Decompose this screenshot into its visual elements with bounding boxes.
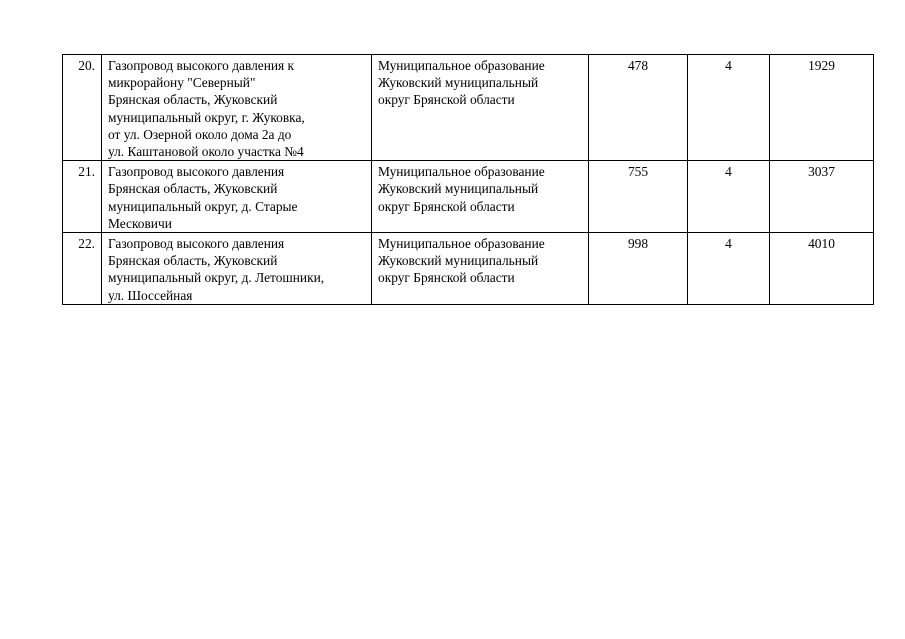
owner-line: Жуковский муниципальный	[378, 181, 539, 197]
pipeline-name-line: Брянская область, Жуковский	[108, 253, 278, 269]
pipeline-name-line: микрорайону "Северный"	[108, 75, 256, 91]
owner-line: Муниципальное образование	[378, 236, 545, 252]
table-row	[63, 161, 874, 233]
pipeline-name-cell	[102, 55, 372, 161]
pipeline-name-line: Брянская область, Жуковский	[108, 92, 278, 108]
owner-cell	[372, 161, 589, 233]
pipeline-name-line: Газопровод высокого давления	[108, 236, 285, 252]
owner-line: округ Брянской области	[378, 92, 515, 108]
pipeline-name-line: от ул. Озерной около дома 2а до	[108, 126, 292, 142]
pipeline-name-cell	[102, 233, 372, 305]
value-cell: 1929	[770, 55, 874, 161]
owner-line: Жуковский муниципальный	[378, 75, 539, 91]
category-cell: 4	[688, 161, 770, 233]
length-cell: 755	[589, 161, 688, 233]
row-number: 22.	[63, 233, 102, 305]
value-cell: 3037	[770, 161, 874, 233]
category-cell: 4	[688, 233, 770, 305]
owner-line: Жуковский муниципальный	[378, 253, 539, 269]
row-number: 20.	[63, 55, 102, 161]
owner-cell	[372, 233, 589, 305]
length-cell: 478	[589, 55, 688, 161]
length-cell: 998	[589, 233, 688, 305]
category-cell: 4	[688, 55, 770, 161]
owner-line: округ Брянской области	[378, 198, 515, 214]
pipeline-name-line: Месковичи	[108, 215, 172, 231]
pipeline-name-line: Газопровод высокого давления	[108, 164, 285, 180]
pipeline-name-line: муниципальный округ, д. Старые	[108, 198, 298, 214]
owner-line: Муниципальное образование	[378, 58, 545, 73]
table-row	[63, 55, 874, 161]
pipeline-name-line: муниципальный округ, г. Жуковка,	[108, 109, 305, 125]
pipeline-name-line: ул. Каштановой около участка №4	[108, 144, 304, 160]
table-row	[63, 233, 874, 305]
owner-cell	[372, 55, 589, 161]
owner-line: Муниципальное образование	[378, 164, 545, 180]
owner-line: округ Брянской области	[378, 270, 515, 286]
pipeline-name-line: Брянская область, Жуковский	[108, 181, 278, 197]
pipeline-name-cell	[102, 161, 372, 233]
row-number: 21.	[63, 161, 102, 233]
pipeline-name-line: муниципальный округ, д. Летошники,	[108, 270, 325, 286]
pipeline-name-line: ул. Шоссейная	[108, 287, 193, 303]
gas-pipeline-table	[62, 54, 874, 305]
value-cell: 4010	[770, 233, 874, 305]
pipeline-name-line: Газопровод высокого давления к	[108, 58, 295, 73]
